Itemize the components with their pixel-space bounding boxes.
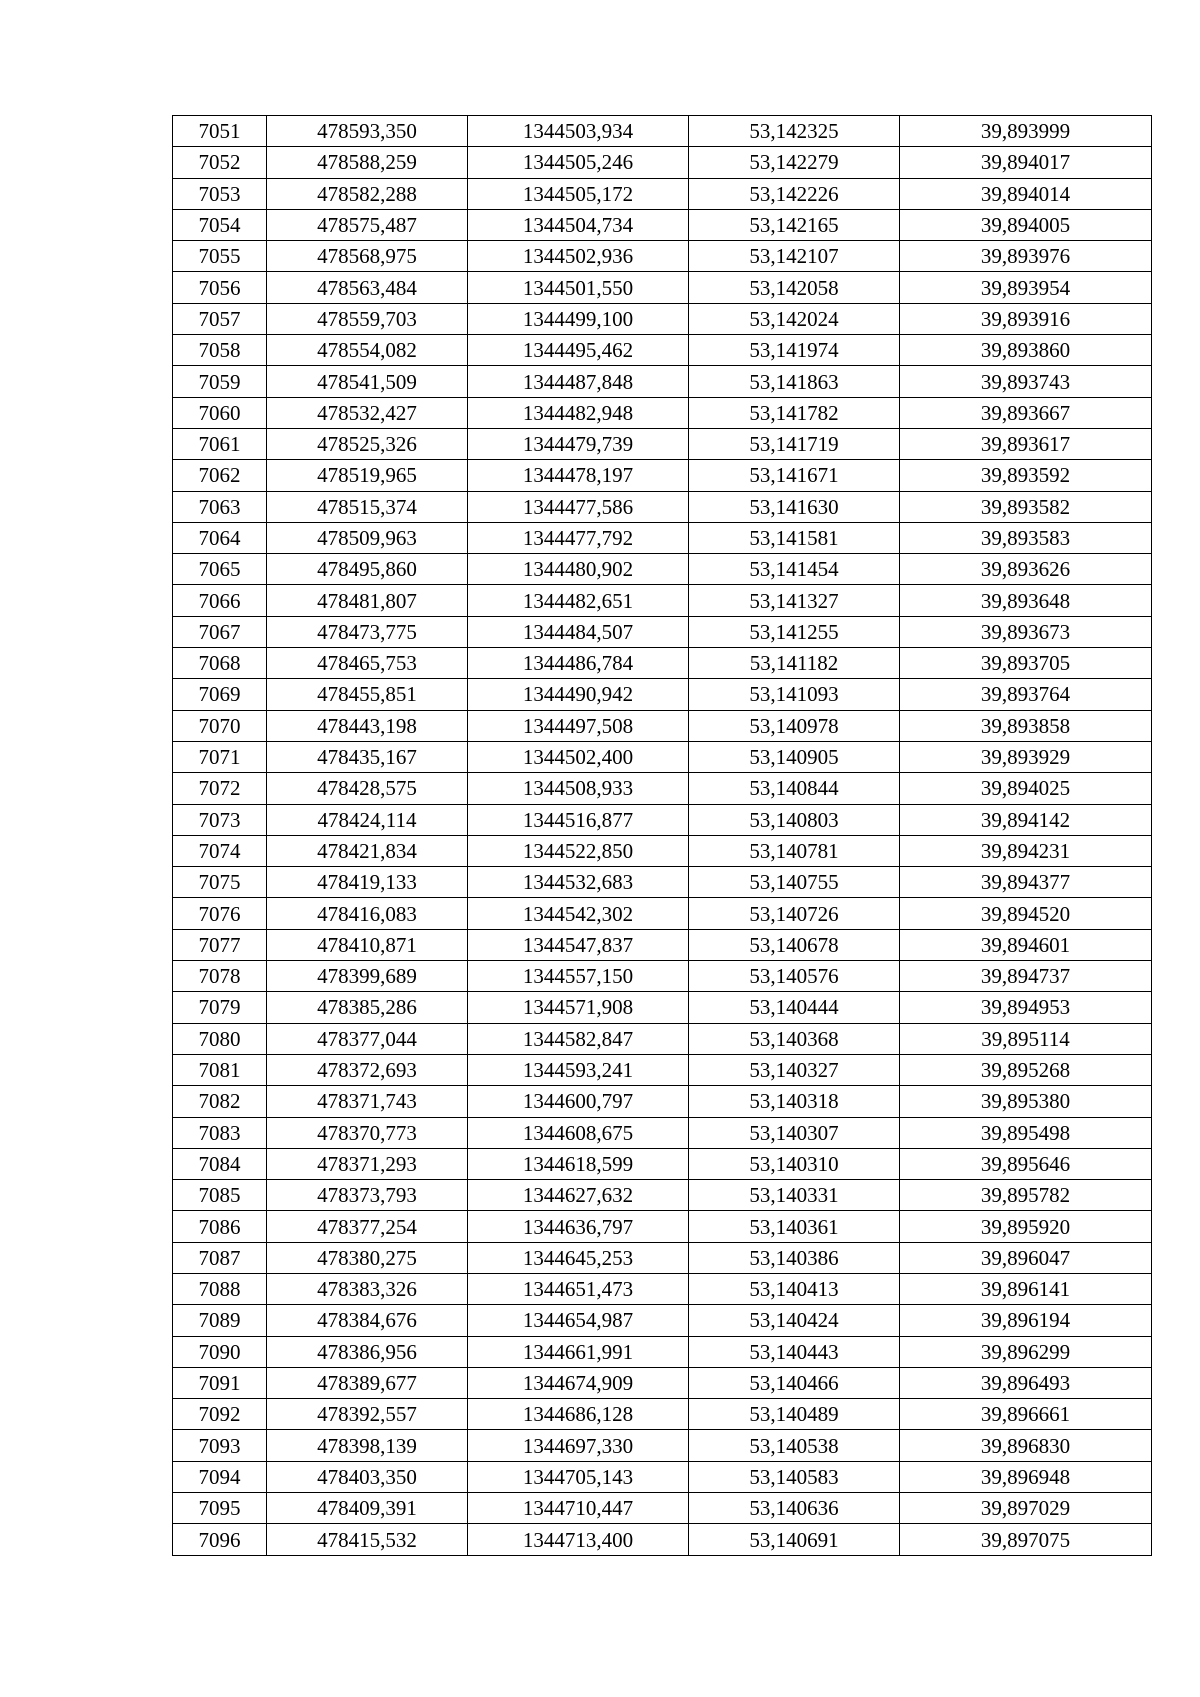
table-row [173, 804, 1152, 835]
y-coordinate-cell: 1344608,675 [468, 1117, 689, 1148]
latitude-cell: 53,142279 [689, 147, 900, 178]
y-coordinate-cell: 1344504,734 [468, 209, 689, 240]
x-coordinate-cell: 478563,484 [267, 272, 468, 303]
longitude-cell: 39,893592 [900, 460, 1152, 491]
x-coordinate-cell: 478383,326 [267, 1273, 468, 1304]
point-number-cell: 7084 [173, 1148, 267, 1179]
x-coordinate-cell: 478372,693 [267, 1054, 468, 1085]
point-number-cell: 7066 [173, 585, 267, 616]
longitude-cell: 39,895498 [900, 1117, 1152, 1148]
latitude-cell: 53,141974 [689, 335, 900, 366]
point-number-cell: 7068 [173, 648, 267, 679]
x-coordinate-cell: 478399,689 [267, 961, 468, 992]
table-row [173, 835, 1152, 866]
point-number-cell: 7092 [173, 1399, 267, 1430]
latitude-cell: 53,142024 [689, 303, 900, 334]
longitude-cell: 39,893976 [900, 241, 1152, 272]
point-number-cell: 7083 [173, 1117, 267, 1148]
latitude-cell: 53,140368 [689, 1023, 900, 1054]
y-coordinate-cell: 1344477,586 [468, 491, 689, 522]
y-coordinate-cell: 1344478,197 [468, 460, 689, 491]
point-number-cell: 7061 [173, 428, 267, 459]
longitude-cell: 39,894601 [900, 929, 1152, 960]
point-number-cell: 7090 [173, 1336, 267, 1367]
table-row [173, 428, 1152, 459]
y-coordinate-cell: 1344490,942 [468, 679, 689, 710]
y-coordinate-cell: 1344522,850 [468, 835, 689, 866]
table-row [173, 522, 1152, 553]
coordinate-table-body [173, 116, 1152, 1556]
y-coordinate-cell: 1344501,550 [468, 272, 689, 303]
y-coordinate-cell: 1344547,837 [468, 929, 689, 960]
point-number-cell: 7063 [173, 491, 267, 522]
latitude-cell: 53,140583 [689, 1461, 900, 1492]
latitude-cell: 53,140310 [689, 1148, 900, 1179]
latitude-cell: 53,140413 [689, 1273, 900, 1304]
longitude-cell: 39,896948 [900, 1461, 1152, 1492]
y-coordinate-cell: 1344505,172 [468, 178, 689, 209]
latitude-cell: 53,140726 [689, 898, 900, 929]
latitude-cell: 53,142058 [689, 272, 900, 303]
y-coordinate-cell: 1344487,848 [468, 366, 689, 397]
longitude-cell: 39,894025 [900, 773, 1152, 804]
table-row [173, 147, 1152, 178]
table-row [173, 1367, 1152, 1398]
table-row [173, 1211, 1152, 1242]
table-row [173, 1336, 1152, 1367]
table-row [173, 303, 1152, 334]
y-coordinate-cell: 1344482,651 [468, 585, 689, 616]
table-row [173, 397, 1152, 428]
latitude-cell: 53,140386 [689, 1242, 900, 1273]
longitude-cell: 39,896141 [900, 1273, 1152, 1304]
y-coordinate-cell: 1344636,797 [468, 1211, 689, 1242]
x-coordinate-cell: 478509,963 [267, 522, 468, 553]
longitude-cell: 39,893999 [900, 116, 1152, 147]
y-coordinate-cell: 1344593,241 [468, 1054, 689, 1085]
coordinate-table [172, 115, 1152, 1556]
latitude-cell: 53,142325 [689, 116, 900, 147]
y-coordinate-cell: 1344495,462 [468, 335, 689, 366]
point-number-cell: 7087 [173, 1242, 267, 1273]
y-coordinate-cell: 1344480,902 [468, 554, 689, 585]
x-coordinate-cell: 478424,114 [267, 804, 468, 835]
latitude-cell: 53,141327 [689, 585, 900, 616]
latitude-cell: 53,140691 [689, 1524, 900, 1555]
y-coordinate-cell: 1344557,150 [468, 961, 689, 992]
y-coordinate-cell: 1344479,739 [468, 428, 689, 459]
longitude-cell: 39,893743 [900, 366, 1152, 397]
latitude-cell: 53,141093 [689, 679, 900, 710]
point-number-cell: 7059 [173, 366, 267, 397]
longitude-cell: 39,893667 [900, 397, 1152, 428]
longitude-cell: 39,894737 [900, 961, 1152, 992]
point-number-cell: 7086 [173, 1211, 267, 1242]
y-coordinate-cell: 1344502,400 [468, 741, 689, 772]
longitude-cell: 39,895782 [900, 1180, 1152, 1211]
longitude-cell: 39,895380 [900, 1086, 1152, 1117]
point-number-cell: 7081 [173, 1054, 267, 1085]
longitude-cell: 39,894142 [900, 804, 1152, 835]
y-coordinate-cell: 1344532,683 [468, 867, 689, 898]
x-coordinate-cell: 478541,509 [267, 366, 468, 397]
latitude-cell: 53,142165 [689, 209, 900, 240]
longitude-cell: 39,893648 [900, 585, 1152, 616]
latitude-cell: 53,141671 [689, 460, 900, 491]
latitude-cell: 53,140424 [689, 1305, 900, 1336]
y-coordinate-cell: 1344627,632 [468, 1180, 689, 1211]
x-coordinate-cell: 478443,198 [267, 710, 468, 741]
longitude-cell: 39,896661 [900, 1399, 1152, 1430]
table-row [173, 1086, 1152, 1117]
longitude-cell: 39,897029 [900, 1493, 1152, 1524]
point-number-cell: 7091 [173, 1367, 267, 1398]
latitude-cell: 53,140781 [689, 835, 900, 866]
longitude-cell: 39,896493 [900, 1367, 1152, 1398]
point-number-cell: 7057 [173, 303, 267, 334]
x-coordinate-cell: 478559,703 [267, 303, 468, 334]
table-row [173, 116, 1152, 147]
x-coordinate-cell: 478575,487 [267, 209, 468, 240]
x-coordinate-cell: 478415,532 [267, 1524, 468, 1555]
x-coordinate-cell: 478370,773 [267, 1117, 468, 1148]
latitude-cell: 53,140636 [689, 1493, 900, 1524]
longitude-cell: 39,893858 [900, 710, 1152, 741]
x-coordinate-cell: 478416,083 [267, 898, 468, 929]
x-coordinate-cell: 478410,871 [267, 929, 468, 960]
x-coordinate-cell: 478421,834 [267, 835, 468, 866]
latitude-cell: 53,142107 [689, 241, 900, 272]
y-coordinate-cell: 1344542,302 [468, 898, 689, 929]
x-coordinate-cell: 478377,044 [267, 1023, 468, 1054]
y-coordinate-cell: 1344499,100 [468, 303, 689, 334]
longitude-cell: 39,894014 [900, 178, 1152, 209]
x-coordinate-cell: 478455,851 [267, 679, 468, 710]
longitude-cell: 39,893860 [900, 335, 1152, 366]
latitude-cell: 53,140466 [689, 1367, 900, 1398]
y-coordinate-cell: 1344484,507 [468, 616, 689, 647]
table-row [173, 741, 1152, 772]
longitude-cell: 39,893582 [900, 491, 1152, 522]
point-number-cell: 7089 [173, 1305, 267, 1336]
table-row [173, 1524, 1152, 1555]
point-number-cell: 7078 [173, 961, 267, 992]
y-coordinate-cell: 1344661,991 [468, 1336, 689, 1367]
table-row [173, 460, 1152, 491]
longitude-cell: 39,893583 [900, 522, 1152, 553]
longitude-cell: 39,894377 [900, 867, 1152, 898]
x-coordinate-cell: 478409,391 [267, 1493, 468, 1524]
longitude-cell: 39,893929 [900, 741, 1152, 772]
point-number-cell: 7082 [173, 1086, 267, 1117]
latitude-cell: 53,140307 [689, 1117, 900, 1148]
y-coordinate-cell: 1344482,948 [468, 397, 689, 428]
table-row [173, 178, 1152, 209]
latitude-cell: 53,142226 [689, 178, 900, 209]
longitude-cell: 39,893954 [900, 272, 1152, 303]
x-coordinate-cell: 478593,350 [267, 116, 468, 147]
x-coordinate-cell: 478384,676 [267, 1305, 468, 1336]
latitude-cell: 53,140361 [689, 1211, 900, 1242]
point-number-cell: 7094 [173, 1461, 267, 1492]
latitude-cell: 53,140905 [689, 741, 900, 772]
x-coordinate-cell: 478419,133 [267, 867, 468, 898]
x-coordinate-cell: 478435,167 [267, 741, 468, 772]
table-row [173, 1461, 1152, 1492]
x-coordinate-cell: 478525,326 [267, 428, 468, 459]
x-coordinate-cell: 478473,775 [267, 616, 468, 647]
table-row [173, 961, 1152, 992]
table-row [173, 1054, 1152, 1085]
latitude-cell: 53,140331 [689, 1180, 900, 1211]
latitude-cell: 53,140489 [689, 1399, 900, 1430]
point-number-cell: 7065 [173, 554, 267, 585]
point-number-cell: 7060 [173, 397, 267, 428]
point-number-cell: 7062 [173, 460, 267, 491]
point-number-cell: 7070 [173, 710, 267, 741]
latitude-cell: 53,140576 [689, 961, 900, 992]
x-coordinate-cell: 478377,254 [267, 1211, 468, 1242]
y-coordinate-cell: 1344497,508 [468, 710, 689, 741]
y-coordinate-cell: 1344502,936 [468, 241, 689, 272]
point-number-cell: 7096 [173, 1524, 267, 1555]
longitude-cell: 39,893617 [900, 428, 1152, 459]
y-coordinate-cell: 1344508,933 [468, 773, 689, 804]
table-row [173, 241, 1152, 272]
point-number-cell: 7067 [173, 616, 267, 647]
point-number-cell: 7055 [173, 241, 267, 272]
table-row [173, 1148, 1152, 1179]
point-number-cell: 7058 [173, 335, 267, 366]
x-coordinate-cell: 478532,427 [267, 397, 468, 428]
point-number-cell: 7073 [173, 804, 267, 835]
x-coordinate-cell: 478568,975 [267, 241, 468, 272]
x-coordinate-cell: 478582,288 [267, 178, 468, 209]
latitude-cell: 53,141182 [689, 648, 900, 679]
latitude-cell: 53,141719 [689, 428, 900, 459]
point-number-cell: 7051 [173, 116, 267, 147]
y-coordinate-cell: 1344674,909 [468, 1367, 689, 1398]
table-row [173, 992, 1152, 1023]
x-coordinate-cell: 478371,293 [267, 1148, 468, 1179]
y-coordinate-cell: 1344686,128 [468, 1399, 689, 1430]
x-coordinate-cell: 478385,286 [267, 992, 468, 1023]
longitude-cell: 39,893916 [900, 303, 1152, 334]
x-coordinate-cell: 478392,557 [267, 1399, 468, 1430]
table-row [173, 929, 1152, 960]
longitude-cell: 39,894953 [900, 992, 1152, 1023]
latitude-cell: 53,141782 [689, 397, 900, 428]
latitude-cell: 53,140318 [689, 1086, 900, 1117]
x-coordinate-cell: 478389,677 [267, 1367, 468, 1398]
y-coordinate-cell: 1344486,784 [468, 648, 689, 679]
table-row [173, 1493, 1152, 1524]
longitude-cell: 39,896194 [900, 1305, 1152, 1336]
x-coordinate-cell: 478554,082 [267, 335, 468, 366]
longitude-cell: 39,894005 [900, 209, 1152, 240]
point-number-cell: 7075 [173, 867, 267, 898]
y-coordinate-cell: 1344710,447 [468, 1493, 689, 1524]
longitude-cell: 39,895646 [900, 1148, 1152, 1179]
longitude-cell: 39,893705 [900, 648, 1152, 679]
x-coordinate-cell: 478465,753 [267, 648, 468, 679]
latitude-cell: 53,141454 [689, 554, 900, 585]
table-row [173, 1242, 1152, 1273]
table-row [173, 1117, 1152, 1148]
table-row [173, 1273, 1152, 1304]
point-number-cell: 7080 [173, 1023, 267, 1054]
table-row [173, 491, 1152, 522]
longitude-cell: 39,894520 [900, 898, 1152, 929]
point-number-cell: 7077 [173, 929, 267, 960]
longitude-cell: 39,897075 [900, 1524, 1152, 1555]
y-coordinate-cell: 1344654,987 [468, 1305, 689, 1336]
latitude-cell: 53,140755 [689, 867, 900, 898]
y-coordinate-cell: 1344600,797 [468, 1086, 689, 1117]
longitude-cell: 39,893764 [900, 679, 1152, 710]
x-coordinate-cell: 478373,793 [267, 1180, 468, 1211]
table-row [173, 209, 1152, 240]
table-row [173, 1399, 1152, 1430]
point-number-cell: 7074 [173, 835, 267, 866]
point-number-cell: 7093 [173, 1430, 267, 1461]
x-coordinate-cell: 478481,807 [267, 585, 468, 616]
table-row [173, 272, 1152, 303]
point-number-cell: 7056 [173, 272, 267, 303]
table-row [173, 1305, 1152, 1336]
latitude-cell: 53,140327 [689, 1054, 900, 1085]
point-number-cell: 7095 [173, 1493, 267, 1524]
y-coordinate-cell: 1344697,330 [468, 1430, 689, 1461]
point-number-cell: 7088 [173, 1273, 267, 1304]
x-coordinate-cell: 478380,275 [267, 1242, 468, 1273]
y-coordinate-cell: 1344582,847 [468, 1023, 689, 1054]
point-number-cell: 7072 [173, 773, 267, 804]
longitude-cell: 39,896299 [900, 1336, 1152, 1367]
y-coordinate-cell: 1344571,908 [468, 992, 689, 1023]
table-row [173, 898, 1152, 929]
y-coordinate-cell: 1344651,473 [468, 1273, 689, 1304]
x-coordinate-cell: 478495,860 [267, 554, 468, 585]
y-coordinate-cell: 1344516,877 [468, 804, 689, 835]
table-row [173, 867, 1152, 898]
latitude-cell: 53,141255 [689, 616, 900, 647]
table-row [173, 1180, 1152, 1211]
table-row [173, 679, 1152, 710]
longitude-cell: 39,895920 [900, 1211, 1152, 1242]
latitude-cell: 53,140803 [689, 804, 900, 835]
point-number-cell: 7069 [173, 679, 267, 710]
table-row [173, 554, 1152, 585]
latitude-cell: 53,141630 [689, 491, 900, 522]
latitude-cell: 53,140538 [689, 1430, 900, 1461]
table-row [173, 335, 1152, 366]
longitude-cell: 39,896830 [900, 1430, 1152, 1461]
point-number-cell: 7064 [173, 522, 267, 553]
x-coordinate-cell: 478403,350 [267, 1461, 468, 1492]
y-coordinate-cell: 1344503,934 [468, 116, 689, 147]
longitude-cell: 39,894231 [900, 835, 1152, 866]
point-number-cell: 7052 [173, 147, 267, 178]
latitude-cell: 53,140443 [689, 1336, 900, 1367]
longitude-cell: 39,895114 [900, 1023, 1152, 1054]
table-row [173, 1023, 1152, 1054]
x-coordinate-cell: 478519,965 [267, 460, 468, 491]
table-row [173, 616, 1152, 647]
point-number-cell: 7053 [173, 178, 267, 209]
latitude-cell: 53,140844 [689, 773, 900, 804]
y-coordinate-cell: 1344645,253 [468, 1242, 689, 1273]
point-number-cell: 7085 [173, 1180, 267, 1211]
longitude-cell: 39,893626 [900, 554, 1152, 585]
latitude-cell: 53,140678 [689, 929, 900, 960]
y-coordinate-cell: 1344477,792 [468, 522, 689, 553]
table-row [173, 366, 1152, 397]
latitude-cell: 53,140978 [689, 710, 900, 741]
table-row [173, 710, 1152, 741]
y-coordinate-cell: 1344618,599 [468, 1148, 689, 1179]
latitude-cell: 53,141863 [689, 366, 900, 397]
x-coordinate-cell: 478588,259 [267, 147, 468, 178]
longitude-cell: 39,895268 [900, 1054, 1152, 1085]
point-number-cell: 7054 [173, 209, 267, 240]
y-coordinate-cell: 1344713,400 [468, 1524, 689, 1555]
point-number-cell: 7079 [173, 992, 267, 1023]
point-number-cell: 7076 [173, 898, 267, 929]
x-coordinate-cell: 478515,374 [267, 491, 468, 522]
longitude-cell: 39,893673 [900, 616, 1152, 647]
point-number-cell: 7071 [173, 741, 267, 772]
latitude-cell: 53,140444 [689, 992, 900, 1023]
table-row [173, 585, 1152, 616]
table-row [173, 1430, 1152, 1461]
table-row [173, 648, 1152, 679]
latitude-cell: 53,141581 [689, 522, 900, 553]
x-coordinate-cell: 478398,139 [267, 1430, 468, 1461]
longitude-cell: 39,894017 [900, 147, 1152, 178]
table-row [173, 773, 1152, 804]
x-coordinate-cell: 478371,743 [267, 1086, 468, 1117]
longitude-cell: 39,896047 [900, 1242, 1152, 1273]
x-coordinate-cell: 478428,575 [267, 773, 468, 804]
x-coordinate-cell: 478386,956 [267, 1336, 468, 1367]
y-coordinate-cell: 1344705,143 [468, 1461, 689, 1492]
y-coordinate-cell: 1344505,246 [468, 147, 689, 178]
